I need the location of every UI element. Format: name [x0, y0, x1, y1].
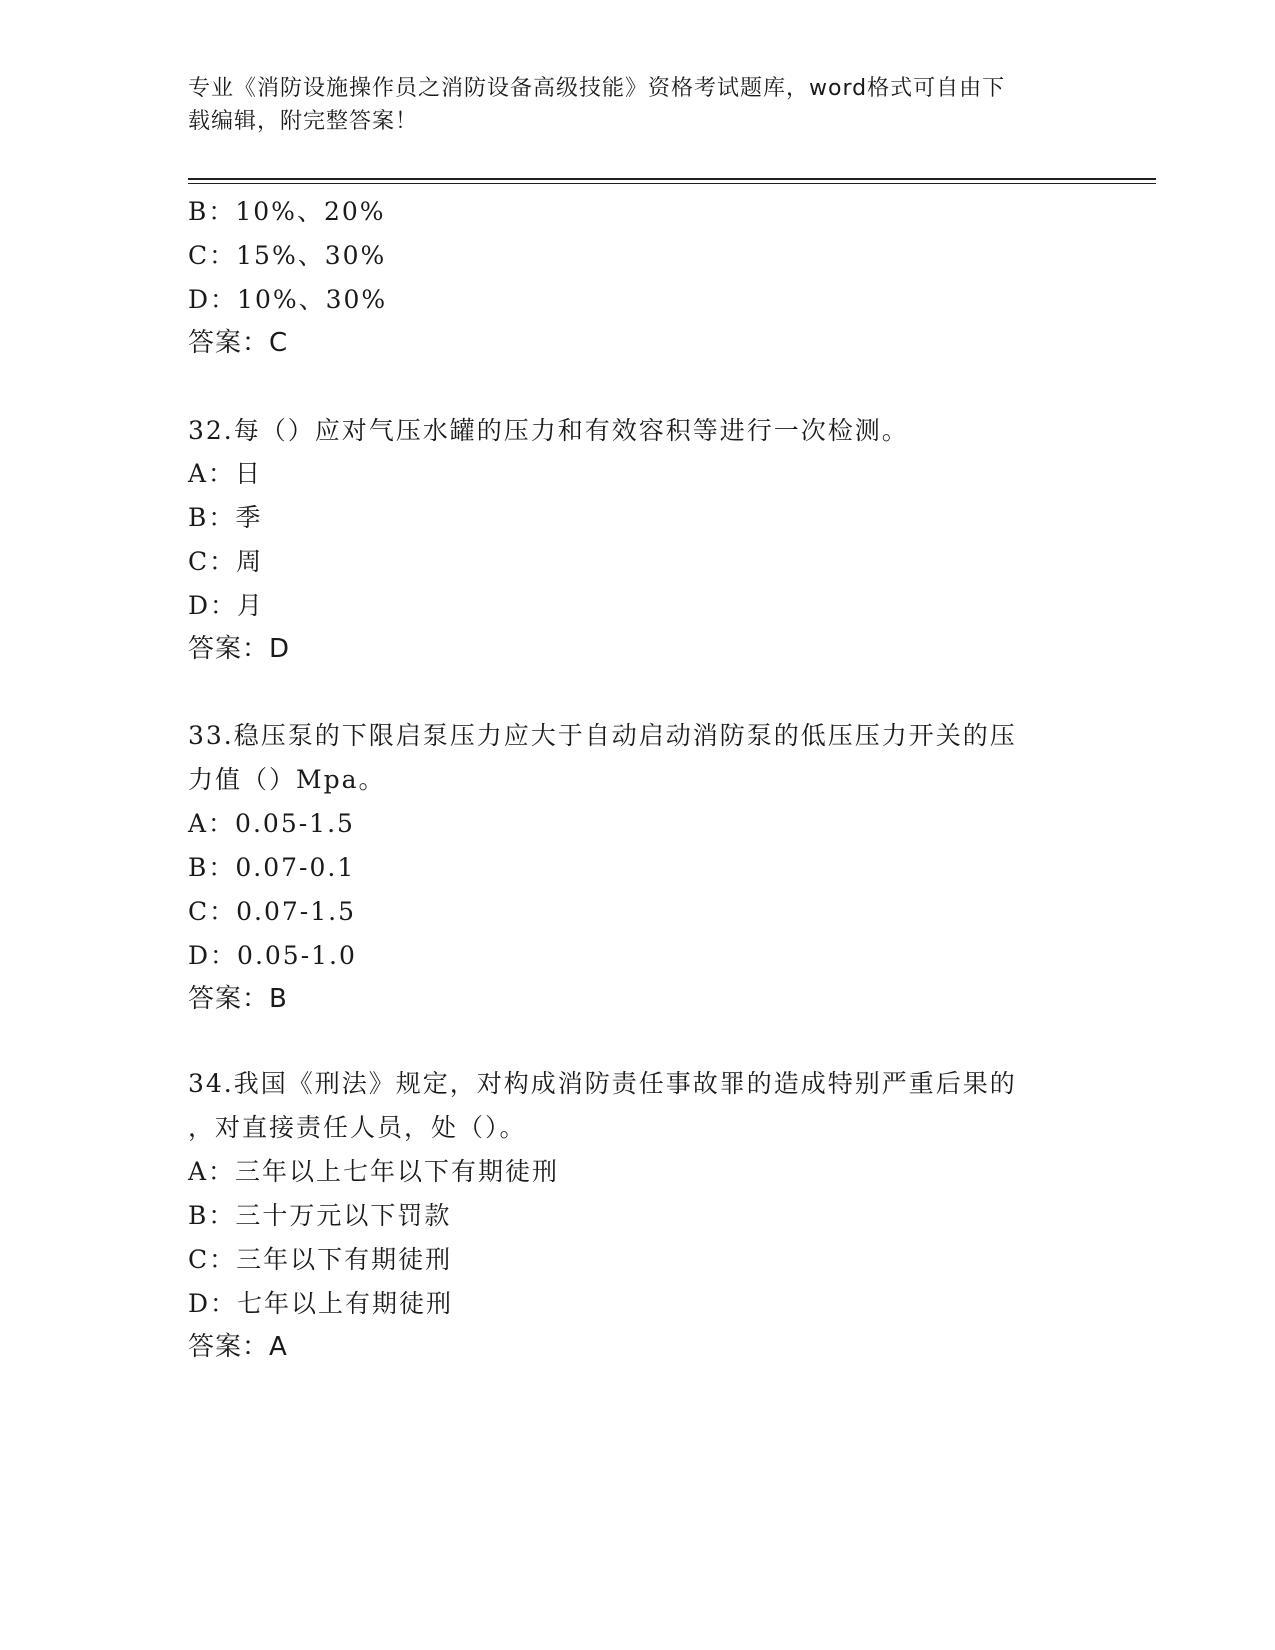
q31-option-d: D：10%、30%: [188, 285, 388, 314]
header-line-2: 载编辑，附完整答案！: [188, 109, 419, 134]
q31-answer: 答案：C: [188, 328, 289, 358]
q33-option-d: D：0.05-1.0: [188, 941, 357, 970]
q34-stem-line-1: 34.我国《刑法》规定，对构成消防责任事故罪的造成特别严重后果的: [188, 1069, 1017, 1098]
header-rule-thin: [188, 183, 1156, 184]
q34-option-a: A：三年以上七年以下有期徒刑: [188, 1157, 560, 1186]
q34-answer: 答案：A: [188, 1332, 288, 1362]
q32-option-c: C：周: [188, 547, 264, 576]
header-rule-thick: [188, 178, 1156, 180]
q32-option-d: D：月: [188, 591, 265, 620]
q31-option-b: B：10%、20%: [188, 197, 386, 226]
q33-option-c: C：0.07-1.5: [188, 897, 356, 926]
q34-option-c: C：三年以下有期徒刑: [188, 1245, 453, 1274]
q33-option-b: B：0.07-0.1: [188, 853, 356, 882]
q33-option-a: A：0.05-1.5: [188, 809, 355, 838]
q32-option-b: B：季: [188, 503, 263, 532]
q32-option-a: A：日: [188, 459, 263, 488]
header-line-1: 专业《消防设施操作员之消防设备高级技能》资格考试题库，word格式可自由下: [188, 76, 1006, 101]
q34-option-d: D：七年以上有期徒刑: [188, 1289, 454, 1318]
q31-option-c: C：15%、30%: [188, 241, 387, 270]
q33-stem-line-1: 33.稳压泵的下限启泵压力应大于自动启动消防泵的低压压力开关的压: [188, 721, 1017, 750]
q32-answer: 答案：D: [188, 634, 291, 664]
q34-stem-line-2: ，对直接责任人员，处（）。: [188, 1113, 527, 1142]
document-header: [188, 72, 1078, 138]
q33-stem-line-2: 力值（）Mpa。: [188, 765, 386, 794]
q34-option-b: B：三十万元以下罚款: [188, 1201, 452, 1230]
q32-stem: 32.每（）应对气压水罐的压力和有效容积等进行一次检测。: [188, 416, 909, 445]
q33-answer: 答案：B: [188, 984, 288, 1014]
